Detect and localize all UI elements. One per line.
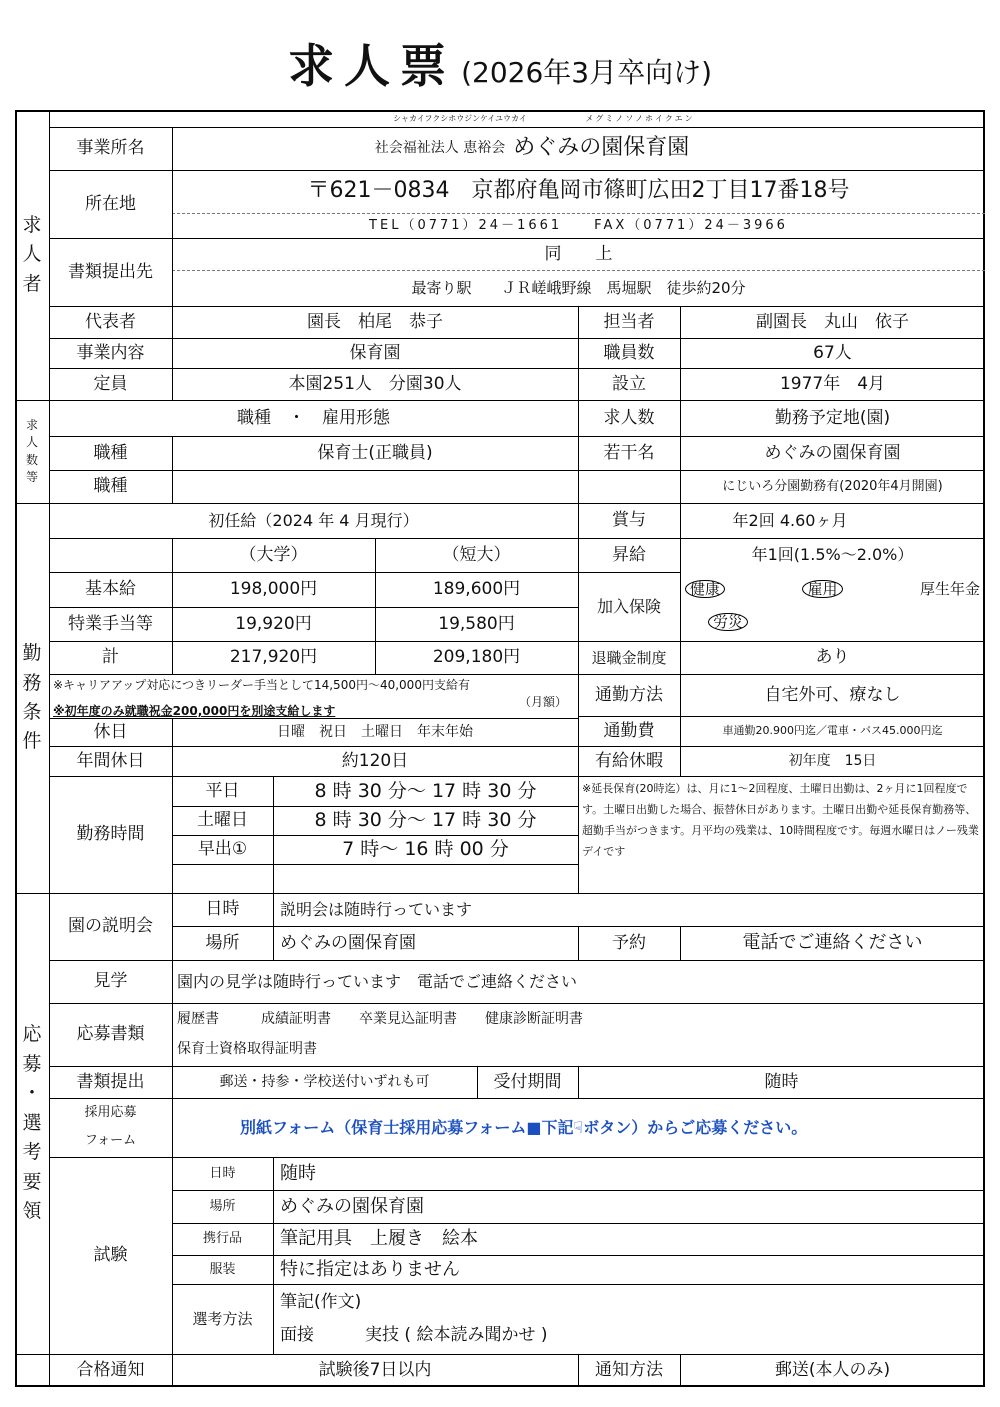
label-notice-method: 通知方法 xyxy=(595,1360,663,1381)
base-salary-univ: 198,000円 xyxy=(229,579,318,600)
capacity: 本園251人 分園30人 xyxy=(288,373,462,394)
briefing-place: めぐみの園保育園 xyxy=(280,932,416,953)
label-capacity: 定員 xyxy=(93,373,128,394)
allowance-univ: 19,920円 xyxy=(235,613,312,634)
openings-count: 若干名 xyxy=(603,442,655,463)
label-selection-method: 選考方法 xyxy=(192,1310,253,1328)
side-label-application: 応 募 ・ 選 考 要 領 xyxy=(22,1023,42,1223)
selection-method-1: 筆記(作文) xyxy=(280,1291,362,1312)
label-briefing-place: 場所 xyxy=(205,932,240,953)
label-paid-leave: 有給休暇 xyxy=(595,750,663,771)
label-early-shift: 早出① xyxy=(197,839,248,860)
job-type: 保育士(正職員) xyxy=(317,442,433,463)
label-address: 所在地 xyxy=(85,193,136,214)
submit-to: 同 上 xyxy=(544,243,613,264)
label-holiday: 休日 xyxy=(93,721,128,742)
page-title xyxy=(0,30,1000,96)
bonus-note: ※初年度のみ就職祝金200,000円を別途支給します xyxy=(53,703,336,718)
insurance-workers-comp: 労災 xyxy=(708,613,748,632)
label-annual-holidays: 年間休日 xyxy=(76,750,145,771)
address: 〒621－0834 京都府亀岡市篠町広田2丁目17番18号 xyxy=(307,178,850,204)
briefing-date: 説明会は随時行っています xyxy=(280,899,473,919)
insurance-health: 健康 xyxy=(685,580,725,599)
commute-fare: 車通勤20.900円迄／電車・バス45.000円迄 xyxy=(722,724,943,738)
insurance-employment: 雇用 xyxy=(802,580,842,599)
commute: 自宅外可、療なし xyxy=(764,684,901,705)
head-junior-college: （短大） xyxy=(442,544,511,565)
side-label-openings: 求 人 数 等 xyxy=(25,417,38,484)
title-sub: (2026年3月卒向け) xyxy=(461,56,712,89)
reservation: 電話でご連絡ください xyxy=(742,932,923,954)
label-job: 職種 xyxy=(93,442,128,463)
acceptance-period: 随時 xyxy=(764,1071,799,1092)
label-commute: 通勤方法 xyxy=(595,684,663,705)
label-dress: 服装 xyxy=(209,1261,236,1277)
representative: 園長 柏尾 恭子 xyxy=(307,311,443,332)
label-representative: 代表者 xyxy=(85,311,136,332)
label-document-submission: 書類提出 xyxy=(76,1071,145,1092)
label-reservation: 予約 xyxy=(612,932,646,953)
side-label-employer: 求 人 者 xyxy=(22,213,42,295)
label-raise: 昇給 xyxy=(612,544,646,565)
staff-count: 67人 xyxy=(813,342,852,363)
label-insurance: 加入保険 xyxy=(596,596,661,616)
documents-line-2: 保育士資格取得証明書 xyxy=(177,1040,317,1057)
bonus: 年2回 4.60ヶ月 xyxy=(732,510,848,530)
allowance-college: 19,580円 xyxy=(438,613,515,634)
label-result-notice: 合格通知 xyxy=(76,1360,145,1381)
head-openings-count: 求人数 xyxy=(603,407,655,428)
business: 保育園 xyxy=(349,342,401,363)
furigana-name: メグミノソノホイクエン xyxy=(585,114,695,124)
work-place: めぐみの園保育園 xyxy=(764,442,901,463)
notice-method: 郵送(本人のみ) xyxy=(774,1360,891,1381)
label-briefing-date: 日時 xyxy=(205,899,240,920)
title-main: 求人票 xyxy=(287,39,456,93)
nearest-station: 最寄り駅 ＪＲ嵯峨野線 馬堀駅 徒歩約20分 xyxy=(411,279,746,297)
saturday-hours: 8 時 30 分〜 17 時 30 分 xyxy=(314,809,537,832)
raise: 年1回(1.5%〜2.0%） xyxy=(751,545,914,565)
label-business: 事業内容 xyxy=(76,342,145,363)
side-label-conditions: 勤 務 条 件 xyxy=(22,642,42,753)
label-job-2: 職種 xyxy=(93,476,128,497)
furigana-corp: シャカイフクシホウジンケイユウカイ xyxy=(393,114,527,124)
salary-head: 初任給（2024 年 4 月現行） xyxy=(208,510,419,530)
label-weekday: 平日 xyxy=(205,780,240,801)
label-tour: 見学 xyxy=(93,971,128,992)
label-form-2: フォーム xyxy=(84,1132,137,1148)
work-place-2: にじいろ分園勤務有(2020年4月開園) xyxy=(722,478,943,494)
tour: 園内の見学は随時行っています 電話でご連絡ください xyxy=(177,971,578,991)
label-founded: 設立 xyxy=(612,373,646,394)
label-form-1: 採用応募 xyxy=(84,1104,137,1120)
label-submit-to: 書類提出先 xyxy=(68,261,153,282)
corp-name: 社会福祉法人 恵裕会 xyxy=(374,140,506,157)
label-documents: 応募書類 xyxy=(76,1024,145,1045)
insurance-pension: 厚生年金 xyxy=(919,580,980,598)
early-shift-hours: 7 時〜 16 時 00 分 xyxy=(342,838,509,861)
label-exam-place: 場所 xyxy=(209,1198,236,1214)
total-univ: 217,920円 xyxy=(229,647,318,668)
head-university: （大学） xyxy=(239,544,308,565)
label-items: 携行品 xyxy=(202,1231,242,1247)
label-working-hours: 勤務時間 xyxy=(76,824,145,845)
insurance-row-1 xyxy=(685,574,980,604)
facility-name: めぐみの園保育園 xyxy=(513,135,690,161)
label-staff: 職員数 xyxy=(603,342,655,363)
items: 筆記用具 上履き 絵本 xyxy=(280,1228,478,1250)
label-base-salary: 基本給 xyxy=(85,579,136,600)
base-salary-college: 189,600円 xyxy=(432,579,521,600)
phone-fax: TEL（0771）24－1661 FAX（0771）24－3966 xyxy=(369,217,788,233)
documents-line-1: 履歴書 成績証明書 卒業見込証明書 健康診断証明書 xyxy=(177,1010,583,1027)
label-saturday: 土曜日 xyxy=(197,810,248,831)
label-acceptance-period: 受付期間 xyxy=(493,1071,562,1092)
total-college: 209,180円 xyxy=(432,647,521,668)
label-commute-fare: 通勤費 xyxy=(603,720,655,741)
dress: 特に指定はありません xyxy=(280,1258,460,1280)
annual-holidays: 約120日 xyxy=(341,750,409,771)
label-contact: 担当者 xyxy=(603,311,655,332)
head-job-type: 職種 ・ 雇用形態 xyxy=(237,407,390,428)
exam-date: 随時 xyxy=(280,1162,316,1184)
label-business-name: 事業所名 xyxy=(76,138,145,159)
label-briefing: 園の説明会 xyxy=(68,916,153,937)
weekday-hours: 8 時 30 分〜 17 時 30 分 xyxy=(314,779,537,802)
label-retirement: 退職金制度 xyxy=(591,648,667,667)
career-note: ※キャリアアップ対応につきリーダー手当として14,500円〜40,000円支給有 xyxy=(53,677,470,692)
document-submission: 郵送・持参・学校送付いずれも可 xyxy=(219,1073,430,1090)
label-exam-date: 日時 xyxy=(209,1165,236,1181)
label-exam: 試験 xyxy=(93,1245,128,1266)
holidays: 日曜 祝日 土曜日 年末年始 xyxy=(277,723,473,740)
label-allowance: 特業手当等 xyxy=(68,613,153,634)
retirement: あり xyxy=(815,647,850,668)
overtime-note: ※延長保育(20時迄）は、月に1〜2回程度、土曜日出勤は、2ヶ月に1回程度です。土曜日出勤した場合、振替休日があります。土曜日出勤や延長保育勤務等、超勤手当がつきます。月平均の残業は、10時間程度です。毎週水曜日はノー残業デイです xyxy=(582,782,979,858)
selection-method-2: 面接 実技 ( 絵本読み聞かせ ) xyxy=(280,1324,548,1345)
exam-place: めぐみの園保育園 xyxy=(280,1195,424,1217)
application-form-link[interactable]: 別紙フォーム（保育士採用応募フォーム■下記☟ボタン）からご応募ください。 xyxy=(240,1117,808,1137)
result-notice: 試験後7日以内 xyxy=(318,1360,432,1381)
founded: 1977年 4月 xyxy=(779,373,886,394)
head-work-place: 勤務予定地(園) xyxy=(774,407,891,428)
paid-leave: 初年度 15日 xyxy=(788,752,877,769)
label-total: 計 xyxy=(102,647,119,668)
label-bonus: 賞与 xyxy=(612,510,646,531)
insurance-row-2 xyxy=(708,607,808,637)
business-name xyxy=(172,127,892,170)
career-note-unit: （月額） xyxy=(518,694,567,709)
contact-person: 副園長 丸山 依子 xyxy=(756,311,909,332)
